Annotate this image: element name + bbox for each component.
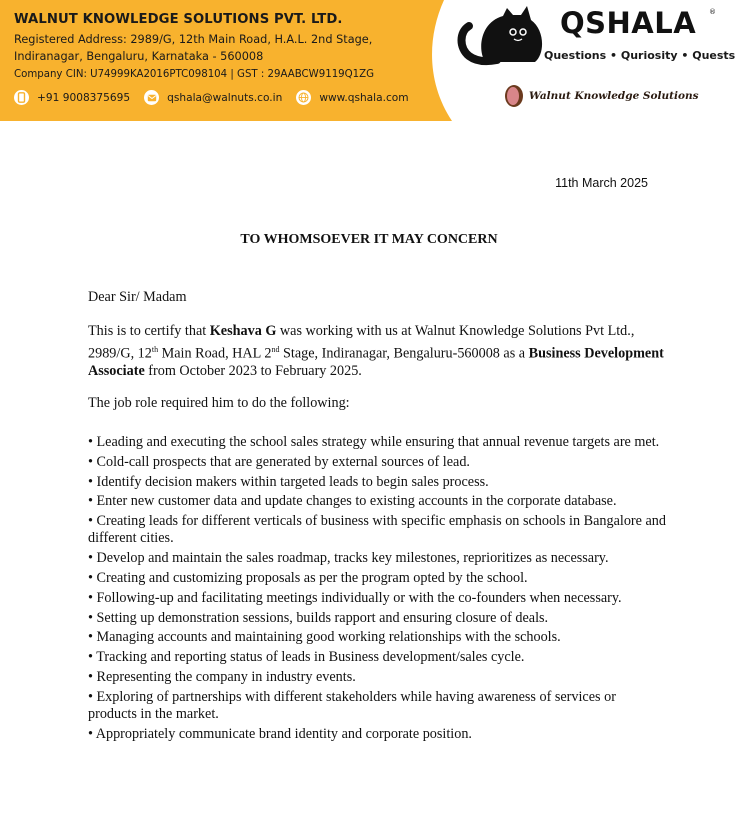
website-contact [296, 90, 408, 105]
parent-brand [503, 84, 699, 108]
list-item: • Cold-call prospects that are generated by external sources of lead. [88, 453, 470, 470]
list-item: • Tracking and reporting status of leads in Business development/sales cycle. [88, 649, 525, 666]
list-item: • Identify decision makers within targeted leads to begin sales process. [88, 473, 489, 490]
list-item: • Representing the company in industry events. [88, 668, 356, 685]
body-text: from October 2023 to February 2025. [144, 362, 362, 379]
contact-row [14, 90, 423, 105]
address-line-1: Registered Address: 2989/G, 12th Main Road, H.A.L. 2nd Stage, [14, 33, 373, 46]
phone-number: +91 9008375695 [37, 91, 131, 104]
address-line-2: Indiranagar, Bengaluru, Karnataka - 560008 [14, 50, 264, 63]
brand-name: QSHALA [560, 6, 697, 40]
employee-name: Keshava G [209, 323, 277, 339]
list-item: • Setting up demonstration sessions, builds rapport and ensuring closure of deals. [88, 609, 549, 626]
registered-mark: ® [709, 8, 716, 16]
list-item: • Appropriately communicate brand identity and corporate position. [88, 725, 472, 742]
walnut-icon [503, 84, 525, 108]
parent-brand-name: Walnut Knowledge Solutions [529, 90, 699, 102]
list-item: • Develop and maintain the sales roadmap, tracks key milestones, reprioritizes as necessary. [88, 550, 609, 567]
globe-icon [296, 90, 311, 105]
certification-paragraph [88, 323, 668, 380]
letterhead [0, 0, 738, 121]
superscript: nd [271, 344, 280, 354]
cat-icon [455, 4, 555, 68]
responsibilities-intro: The job role required him to do the following: [88, 395, 350, 411]
responsibilities-list [88, 434, 668, 746]
salutation: Dear Sir/ Madam [88, 289, 187, 305]
email-address[interactable]: qshala@walnuts.co.in [167, 91, 283, 104]
qshala-logo [455, 4, 735, 114]
list-item: • Creating and customizing proposals as per the program opted by the school. [88, 569, 528, 586]
superscript: th [151, 344, 159, 354]
letter-date: 11th March 2025 [555, 176, 648, 190]
body-text: Stage, Indiranagar, Bengaluru-560008 as a [279, 345, 529, 362]
list-item: • Managing accounts and maintaining good working relationships with the schools. [88, 629, 561, 646]
list-item: • Following-up and facilitating meetings individually or with the co-founders when necessary. [88, 589, 622, 606]
letter-title: TO WHOMSOEVER IT MAY CONCERN [240, 232, 498, 247]
list-item: • Enter new customer data and update changes to existing accounts in the corporate database. [88, 493, 617, 510]
list-item: • Leading and executing the school sales strategy while ensuring that annual revenue targets are met. [88, 434, 660, 450]
body-text: Main Road, HAL 2 [158, 345, 272, 362]
employee-role: Business Development Associate [88, 345, 664, 379]
list-item: • Creating leads for different verticals of business with specific emphasis on schools in Bangalore and different cities. [88, 513, 666, 547]
website-url[interactable]: www.qshala.com [319, 91, 409, 104]
brand-tagline: Questions • Quriosity • Quests [544, 49, 736, 62]
mail-icon [144, 90, 159, 105]
body-text: This is to certify that [88, 323, 210, 339]
body-text: was working with us at Walnut Knowledge Solutions Pvt Ltd., 2989/G, 12 [88, 323, 635, 362]
cin-gst: Company CIN: U74999KA2016PTC098104 | GST : 29AABCW9119Q1ZG [14, 69, 375, 80]
phone-icon [14, 90, 29, 105]
company-name: WALNUT KNOWLEDGE SOLUTIONS PVT. LTD. [14, 12, 343, 27]
phone-contact [14, 90, 130, 105]
email-contact [144, 90, 282, 105]
list-item: • Exploring of partnerships with different stakeholders while having awareness of services or products in the market. [88, 688, 616, 722]
